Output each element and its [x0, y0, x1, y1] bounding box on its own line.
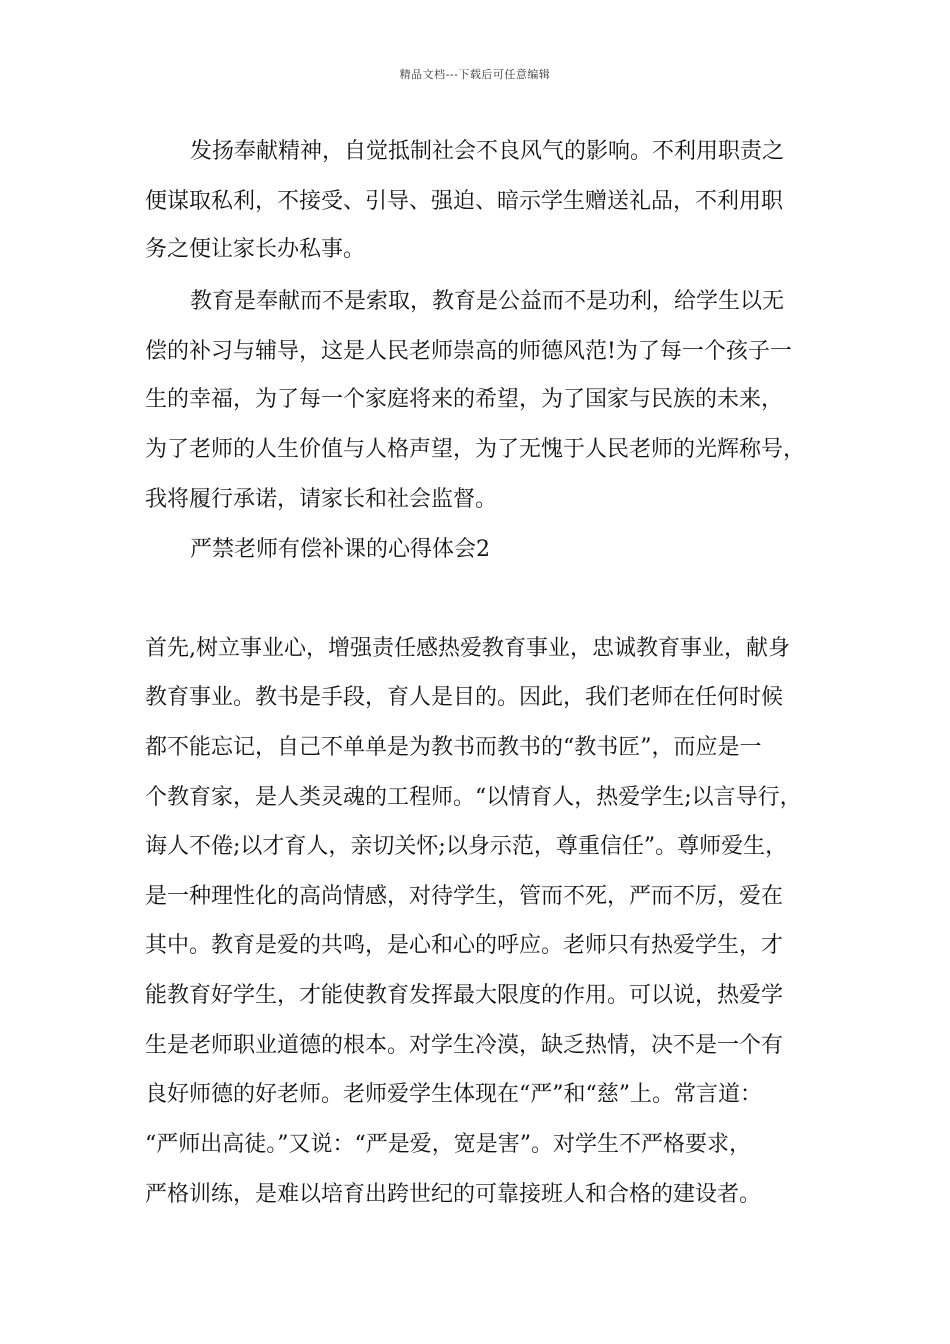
paragraph-2-line-3: 生的幸福，为了每一个家庭将来的希望，为了国家与民族的未来， [145, 387, 784, 412]
paragraph-3-line-7: 其中。教育是爱的共鸣，是心和心的呼应。老师只有热爱学生，才 [145, 933, 784, 958]
paragraph-3-line-3: 都不能忘记，自己不单单是为教书而教书的“教书匠”，而应是一 [145, 735, 762, 760]
paragraph-3-line-2: 教育事业。教书是手段，育人是目的。因此，我们老师在任何时候 [145, 685, 784, 710]
paragraph-2-line-4: 为了老师的人生价值与人格声望，为了无愧于人民老师的光辉称号， [145, 437, 806, 462]
section-title: 严禁老师有偿补课的心得体会2 [190, 537, 490, 562]
paragraph-1-line-1: 发扬奉献精神，自觉抵制社会不良风气的影响。不利用职责之 [190, 139, 785, 164]
page-header: 精品文档---下载后可任意编辑 [399, 68, 551, 81]
paragraph-3-line-10: 良好师德的好老师。老师爱学生体现在“严”和“慈”上。常言道： [145, 1082, 762, 1107]
paragraph-3-line-1: 首先,树立事业心，增强责任感热爱教育事业，忠诚教育事业，献身 [145, 636, 790, 661]
paragraph-3-line-4: 个教育家，是人类灵魂的工程师。“以情育人，热爱学生;以言导行， [145, 785, 802, 810]
paragraph-1-line-2: 便谋取私利，不接受、引导、强迫、暗示学生赠送礼品，不利用职 [145, 189, 784, 214]
paragraph-2-line-5: 我将履行承诺，请家长和社会监督。 [145, 487, 498, 512]
paragraph-1-line-3: 务之便让家长办私事。 [145, 237, 366, 262]
paragraph-2-line-2: 偿的补习与辅导，这是人民老师崇高的师德风范!为了每一个孩子一 [145, 339, 792, 364]
paragraph-3-line-11: “严师出高徒。”又说：“严是爱，宽是害”。对学生不严格要求， [145, 1132, 751, 1157]
paragraph-3-line-5: 诲人不倦;以才育人，亲切关怀;以身示范，尊重信任”。尊师爱生， [145, 834, 788, 859]
paragraph-3-line-9: 生是老师职业道德的根本。对学生冷漠，缺乏热情，决不是一个有 [145, 1033, 784, 1058]
paragraph-3-line-8: 能教育好学生，才能使教育发挥最大限度的作用。可以说，热爱学 [145, 983, 784, 1008]
paragraph-3-line-6: 是一种理性化的高尚情感，对待学生，管而不死，严而不厉，爱在 [145, 884, 784, 909]
paragraph-3-line-12: 严格训练，是难以培育出跨世纪的可靠接班人和合格的建设者。 [145, 1182, 762, 1207]
paragraph-2-line-1: 教育是奉献而不是索取，教育是公益而不是功利，给学生以无 [190, 289, 785, 314]
